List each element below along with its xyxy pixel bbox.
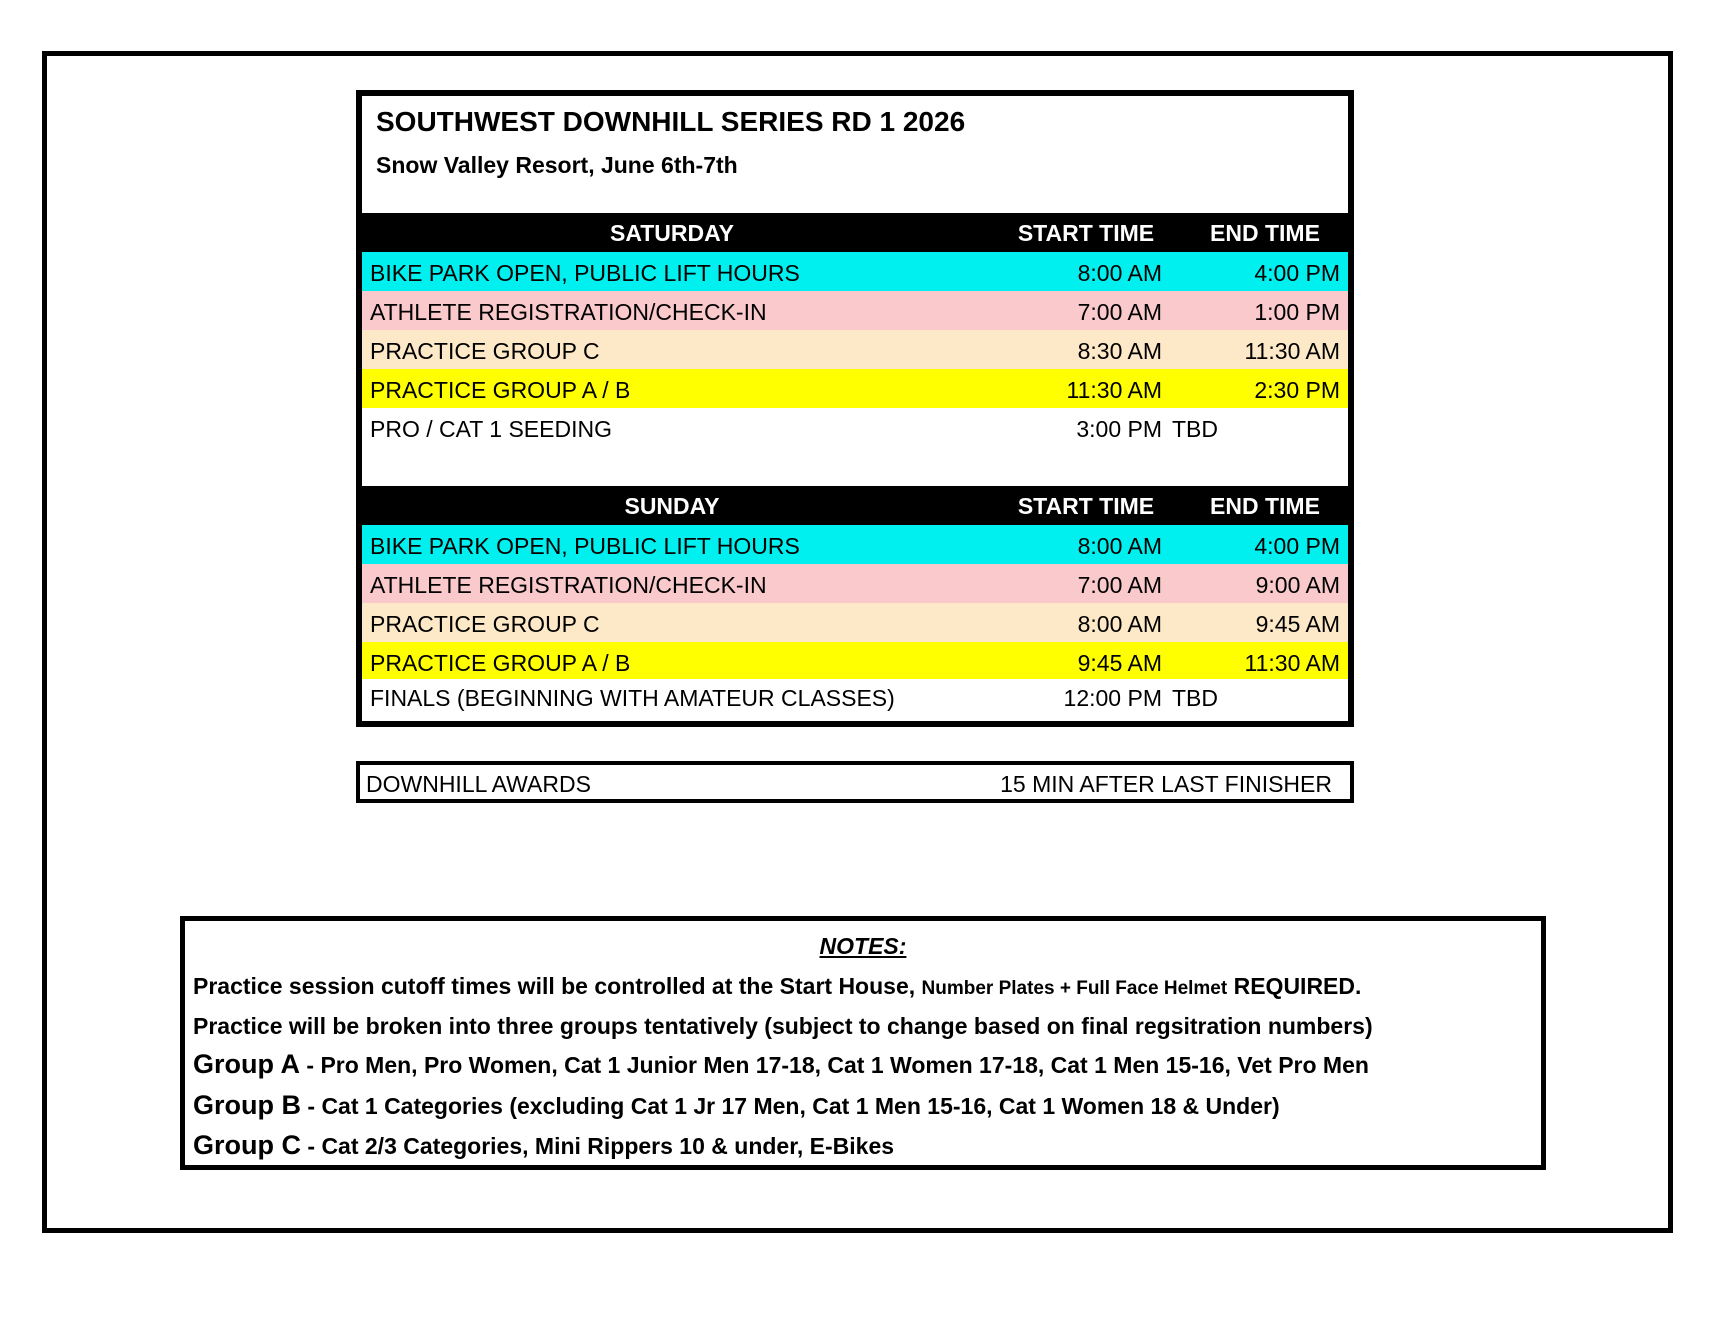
saturday-header	[362, 213, 1348, 252]
row-start: 8:00 AM	[1077, 260, 1162, 286]
note-cutoff-text: Practice session cutoff times will be controlled at the Start House,	[193, 973, 916, 999]
group-b-label: Group B	[193, 1090, 301, 1120]
row-label: ATHLETE REGISTRATION/CHECK-IN	[370, 572, 767, 598]
row-start: 12:00 PM	[1063, 685, 1162, 711]
row-end: 1:00 PM	[1254, 299, 1340, 325]
sunday-row-bike-park	[362, 525, 1348, 564]
event-subtitle: Snow Valley Resort, June 6th-7th	[376, 152, 738, 178]
row-start: 7:00 AM	[1077, 572, 1162, 598]
sunday-row-finals	[362, 679, 1348, 715]
schedule-table	[356, 90, 1354, 727]
saturday-row-practice-ab	[362, 369, 1348, 408]
sunday-header	[362, 486, 1348, 525]
row-end: 11:30 AM	[1244, 650, 1340, 676]
saturday-row-seeding	[362, 408, 1348, 447]
saturday-row-practice-c	[362, 330, 1348, 369]
row-end: 4:00 PM	[1254, 260, 1340, 286]
note-groups-intro: Practice will be broken into three groups tentatively (subject to change based on final regsitration numbers)	[193, 1013, 1373, 1039]
sunday-start-header: START TIME	[1017, 493, 1155, 519]
notes-box	[180, 916, 1546, 1170]
row-start: 7:00 AM	[1077, 299, 1162, 325]
row-label: PRACTICE GROUP A / B	[370, 650, 631, 676]
awards-label: DOWNHILL AWARDS	[366, 771, 591, 797]
saturday-end-header: END TIME	[1210, 220, 1320, 246]
event-title: SOUTHWEST DOWNHILL SERIES RD 1 2026	[376, 106, 966, 137]
row-start: 8:30 AM	[1077, 338, 1162, 364]
group-a-text: - Pro Men, Pro Women, Cat 1 Junior Men 17-18, Cat 1 Women 17-18, Cat 1 Men 15-16, Vet Pro Men	[306, 1052, 1369, 1078]
sunday-day-label: SUNDAY	[624, 493, 720, 519]
row-start: 9:45 AM	[1077, 650, 1162, 676]
sunday-end-header: END TIME	[1210, 493, 1320, 519]
row-end: TBD	[1172, 685, 1218, 711]
row-end: 2:30 PM	[1254, 377, 1340, 403]
group-c-label: Group C	[193, 1130, 301, 1160]
row-label: PRACTICE GROUP A / B	[370, 377, 631, 403]
notes-title: NOTES:	[819, 933, 907, 959]
row-end: 9:00 AM	[1255, 572, 1340, 598]
row-end: 11:30 AM	[1244, 338, 1340, 364]
note-cutoff	[193, 973, 1361, 1000]
note-required: REQUIRED.	[1233, 973, 1362, 999]
row-start: 8:00 AM	[1077, 611, 1162, 637]
row-label: BIKE PARK OPEN, PUBLIC LIFT HOURS	[370, 260, 800, 286]
saturday-start-header: START TIME	[1017, 220, 1155, 246]
row-end: 4:00 PM	[1254, 533, 1340, 559]
awards-box	[356, 761, 1354, 803]
note-equipment: Number Plates + Full Face Helmet	[921, 978, 1228, 999]
group-c-text: - Cat 2/3 Categories, Mini Rippers 10 & under, E-Bikes	[307, 1133, 895, 1159]
note-group-b	[193, 1090, 1280, 1121]
row-label: PRO / CAT 1 SEEDING	[370, 416, 612, 442]
group-b-text: - Cat 1 Categories (excluding Cat 1 Jr 17 Men, Cat 1 Men 15-16, Cat 1 Women 18 & Under)	[307, 1093, 1280, 1119]
sunday-row-practice-c	[362, 603, 1348, 642]
sunday-row-practice-ab	[362, 642, 1348, 681]
row-label: PRACTICE GROUP C	[370, 611, 600, 637]
row-start: 8:00 AM	[1077, 533, 1162, 559]
row-end: TBD	[1172, 416, 1218, 442]
sunday-row-registration	[362, 564, 1348, 603]
note-group-a	[193, 1049, 1369, 1080]
awards-time: 15 MIN AFTER LAST FINISHER	[1000, 771, 1332, 797]
note-group-c	[193, 1130, 894, 1161]
row-start: 3:00 PM	[1076, 416, 1162, 442]
row-end: 9:45 AM	[1255, 611, 1340, 637]
saturday-row-bike-park	[362, 252, 1348, 291]
row-label: ATHLETE REGISTRATION/CHECK-IN	[370, 299, 767, 325]
row-label: FINALS (BEGINNING WITH AMATEUR CLASSES)	[370, 685, 895, 711]
saturday-row-registration	[362, 291, 1348, 330]
row-start: 11:30 AM	[1066, 377, 1162, 403]
saturday-day-label: SATURDAY	[610, 220, 734, 246]
row-label: PRACTICE GROUP C	[370, 338, 600, 364]
group-a-label: Group A	[193, 1049, 300, 1079]
row-label: BIKE PARK OPEN, PUBLIC LIFT HOURS	[370, 533, 800, 559]
